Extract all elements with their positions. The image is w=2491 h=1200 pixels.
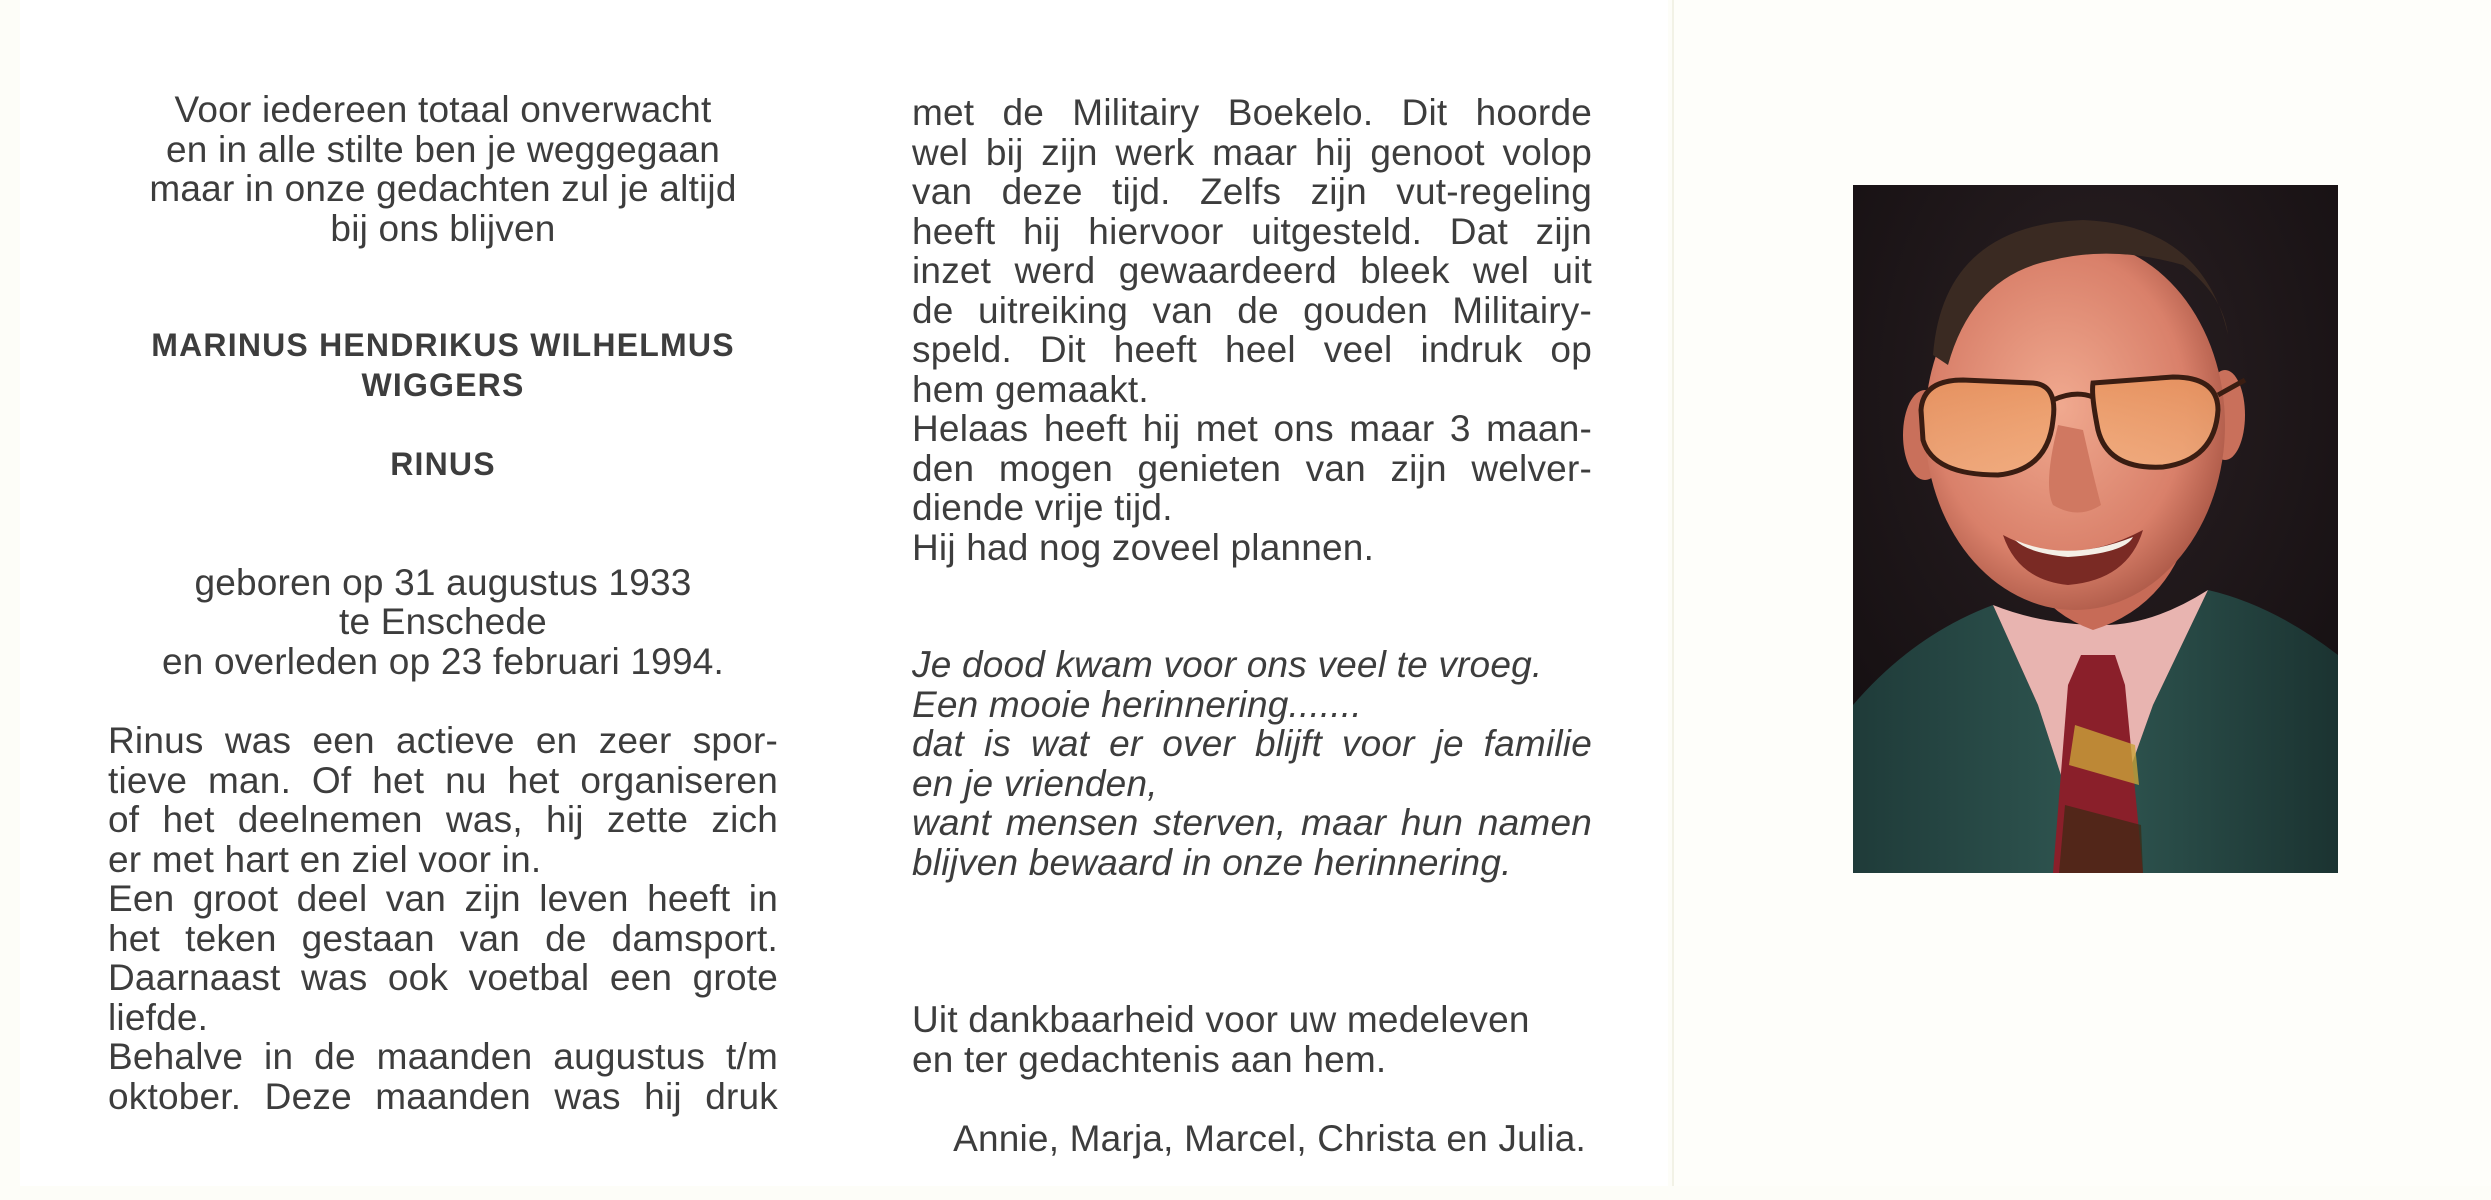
bio-line: inzet werd gewaardeerd bleek wel uit — [912, 250, 1592, 291]
poem-line: bij ons blijven — [330, 207, 556, 249]
bio-line: Een groot deel van zijn leven heeft in — [108, 878, 778, 919]
bio-line: speld. Dit heeft heel veel indruk op — [912, 329, 1592, 370]
bio-line: oktober. Deze maanden was hij druk — [108, 1075, 778, 1117]
bio-line: met de Militairy Boekelo. Dit hoorde — [912, 92, 1592, 133]
poem-line: Je dood kwam voor ons veel te vroeg. — [912, 644, 1543, 685]
birth-death-info — [108, 563, 778, 682]
death-line: en overleden op 23 februari 1994. — [161, 640, 724, 682]
bio-line: hem gemaakt. — [912, 368, 1149, 410]
deceased-full-name — [108, 326, 778, 405]
bio-line: wel bij zijn werk maar hij genoot volop — [912, 131, 1592, 173]
poem-line: maar in onze gedachten zul je altijd — [149, 168, 737, 209]
surname-line: WIGGERS — [361, 366, 525, 403]
bio-line: Rinus was een actieve en zeer spor- — [108, 720, 778, 761]
bio-line: Hij had nog zoveel plannen. — [912, 526, 1375, 568]
biography-part-1 — [108, 721, 778, 1116]
full-name-line: MARINUS HENDRIKUS WILHELMUS — [151, 327, 735, 363]
birth-line: geboren op 31 augustus 1933 — [194, 561, 692, 603]
bio-line: liefde. — [108, 996, 209, 1038]
birth-place-line: te Enschede — [339, 601, 547, 642]
opening-poem — [108, 90, 778, 248]
poem-line: en in alle stilte ben je weggegaan — [166, 128, 720, 170]
bio-line: tieve man. Of het nu het organiseren — [108, 759, 778, 801]
closing-poem — [912, 645, 1592, 882]
bio-line: den mogen genieten van zijn welver- — [912, 447, 1592, 489]
bio-line: Daarnaast was ook voetbal een grote — [108, 957, 778, 998]
bio-line: diende vrije tijd. — [912, 487, 1173, 528]
family-signature: Annie, Marja, Marcel, Christa en Julia. — [953, 1118, 1586, 1159]
bio-line: heeft hij hiervoor uitgesteld. Dat zijn — [912, 210, 1592, 252]
bio-line: het teken gestaan van de damsport. — [108, 917, 778, 959]
thanks-line: en ter gedachtenis aan hem. — [912, 1038, 1387, 1080]
bio-line: of het deelnemen was, hij zette zich — [108, 799, 778, 840]
poem-line: want mensen sterven, maar hun namen — [912, 802, 1592, 843]
right-column — [912, 93, 1592, 1159]
bio-line: de uitreiking van de gouden Militairy- — [912, 289, 1592, 331]
poem-line: dat is wat er over blijft voor je familie — [912, 723, 1592, 764]
bio-line: van deze tijd. Zelfs zijn vut-regeling — [912, 171, 1592, 212]
poem-line: blijven bewaard in onze herinnering. — [912, 841, 1512, 883]
bio-line: Behalve in de maanden augustus t/m — [108, 1036, 778, 1077]
nickname: RINUS — [390, 446, 496, 482]
text-panel — [20, 0, 1668, 1186]
left-column — [108, 90, 778, 1116]
thanks-line: Uit dankbaarheid voor uw medeleven — [912, 999, 1530, 1040]
bio-line: Helaas heeft hij met ons maar 3 maan- — [912, 408, 1592, 449]
poem-line: Voor iedereen totaal onverwacht — [174, 89, 712, 130]
portrait-photo — [1853, 185, 2338, 873]
biography-part-2 — [912, 93, 1592, 567]
thanks-note — [912, 1000, 1592, 1079]
poem-line: Een mooie herinnering....... — [912, 683, 1362, 725]
poem-line: en je vrienden, — [912, 762, 1158, 804]
bio-line: er met hart en ziel voor in. — [108, 838, 542, 880]
